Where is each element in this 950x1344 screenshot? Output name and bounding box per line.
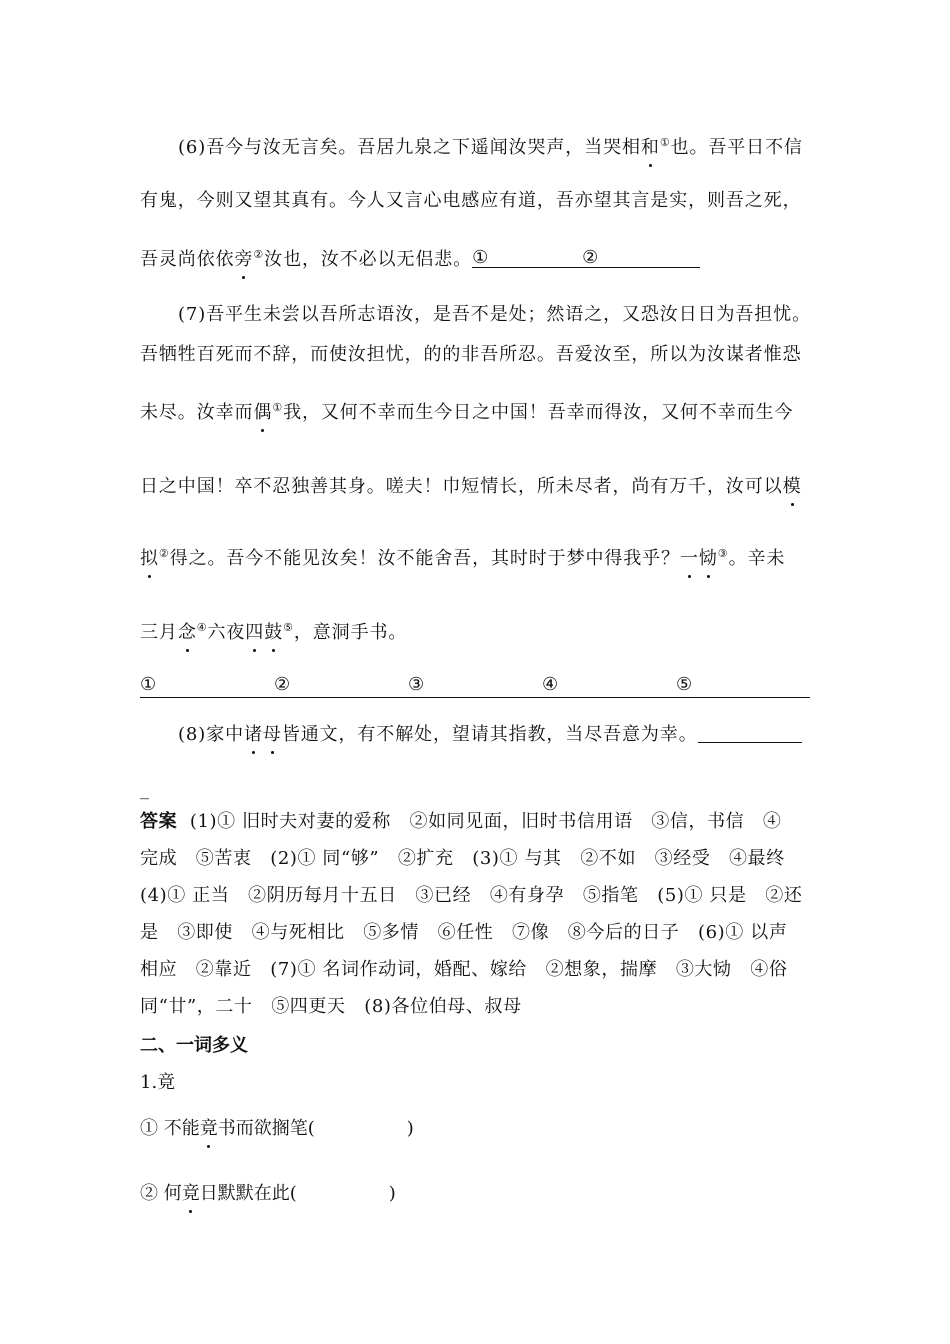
p7-line-4: 日之中国！卒不忍独善其身。嗟夫！巾短情长，所未尽者，尚有万千，汝可以模 (140, 476, 802, 497)
footnote-mark: ⑤ (283, 621, 294, 634)
footnote-mark: ② (253, 248, 265, 261)
blank-mark: ① (140, 674, 157, 695)
emphasized-char: 偶 (253, 402, 273, 423)
answer-line-3: (4)① 正当 ②阴历每月十五日 ③已经 ④有身孕 ⑤指笔 (5)① 只是 ②还 (140, 885, 803, 906)
answer-label: 答案 (140, 811, 178, 832)
footnote-mark: ① (272, 401, 284, 414)
section-title: 二、一词多义 (140, 1035, 248, 1056)
blank-mark: ④ (542, 674, 559, 695)
sentence-1: ① 不能竟书而欲搁笔( ) (140, 1118, 414, 1139)
emphasized-char: 鼓 (264, 622, 284, 643)
emphasized-char: 念 (177, 622, 197, 643)
answer-line-4: 是 ③即使 ④与死相比 ⑤多情 ⑥任性 ⑦像 ⑧今后的日子 (6)① 以声 (140, 922, 788, 943)
p8-line-1: (8)家中诸母皆通文，有不解处，望请其指教，当尽吾意为幸。 (178, 723, 802, 747)
answer-line-5: 相应 ②靠近 (7)① 名词作动词，婚配、嫁给 ②想象，揣摩 ③大恸 ④俗 (140, 959, 788, 980)
answer-line-2: 完成 ⑤苦衷 (2)① 同“够” ②扩充 (3)① 与其 ②不如 ③经受 ④最终 (140, 848, 785, 869)
p6-line-3: 吾灵尚依依旁②汝也，汝不必以无侣悲。 ① ② (140, 248, 700, 272)
footnote-mark: ③ (717, 547, 729, 560)
answer-line-1: 答案 (1)① 旧时夫对妻的爱称 ②如同见面，旧时书信用语 ③信，书信 ④ (140, 811, 782, 832)
p7-line-3: 未尽。汝幸而偶①我，又何不幸而生今日之中国！吾幸而得汝，又何不幸而生今 (140, 401, 794, 423)
emphasized-char: 四 (245, 622, 265, 643)
p7-line-5: 拟②得之。吾今不能见汝矣！汝不能舍吾，其时时于梦中得我乎？一恸③。辛未 (140, 547, 786, 569)
blank-mark: ⑤ (676, 674, 693, 695)
blank-mark: ③ (408, 674, 425, 695)
emphasized-char: 旁 (234, 249, 254, 270)
answer-blank-p7[interactable] (140, 675, 810, 698)
emphasized-char: 母 (262, 724, 282, 745)
emphasized-char: 拟 (140, 548, 159, 569)
item-heading: 1.竟 (140, 1072, 176, 1093)
emphasized-char: 和 (640, 137, 660, 158)
footnote-mark: ② (158, 547, 170, 560)
p8-tail: _ (140, 779, 150, 800)
emphasized-char: 竟 (199, 1118, 218, 1139)
answer-blank-p6[interactable]: ① ② (472, 249, 700, 268)
p7-line-1: (7)吾平生未尝以吾所志语汝，是吾不是处；然语之，又恐汝日日为吾担忧。 (178, 304, 811, 325)
sentence-2: ② 何竟日默默在此( ) (140, 1183, 396, 1204)
p7-line-2: 吾牺牲百死而不辞，而使汝担忧，的的非吾所忍。吾爱汝至，所以为汝谋者惟恐 (140, 344, 802, 365)
emphasized-char: 竟 (181, 1183, 200, 1204)
answer-blank-p8[interactable] (698, 724, 802, 743)
emphasized-char: 诸 (244, 724, 263, 745)
blank-mark: ② (274, 674, 291, 695)
emphasized-char: 一 (679, 548, 699, 569)
footnote-mark: ① (659, 136, 671, 149)
emphasized-char: 恸 (698, 548, 718, 569)
p6-line-2: 有鬼，今则又望其真有。今人又言心电感应有道，吾亦望其言是实，则吾之死， (140, 190, 802, 211)
footnote-mark: ④ (196, 621, 208, 634)
p7-line-6: 三月念④六夜四鼓⑤，意洞手书。 (140, 621, 408, 643)
emphasized-char: 模 (782, 476, 802, 497)
answer-line-6: 同“廿”，二十 ⑤四更天 (8)各位伯母、叔母 (140, 996, 522, 1017)
p6-line-1: (6)吾今与汝无言矣。吾居九泉之下遥闻汝哭声，当哭相和①也。吾平日不信 (178, 136, 803, 158)
